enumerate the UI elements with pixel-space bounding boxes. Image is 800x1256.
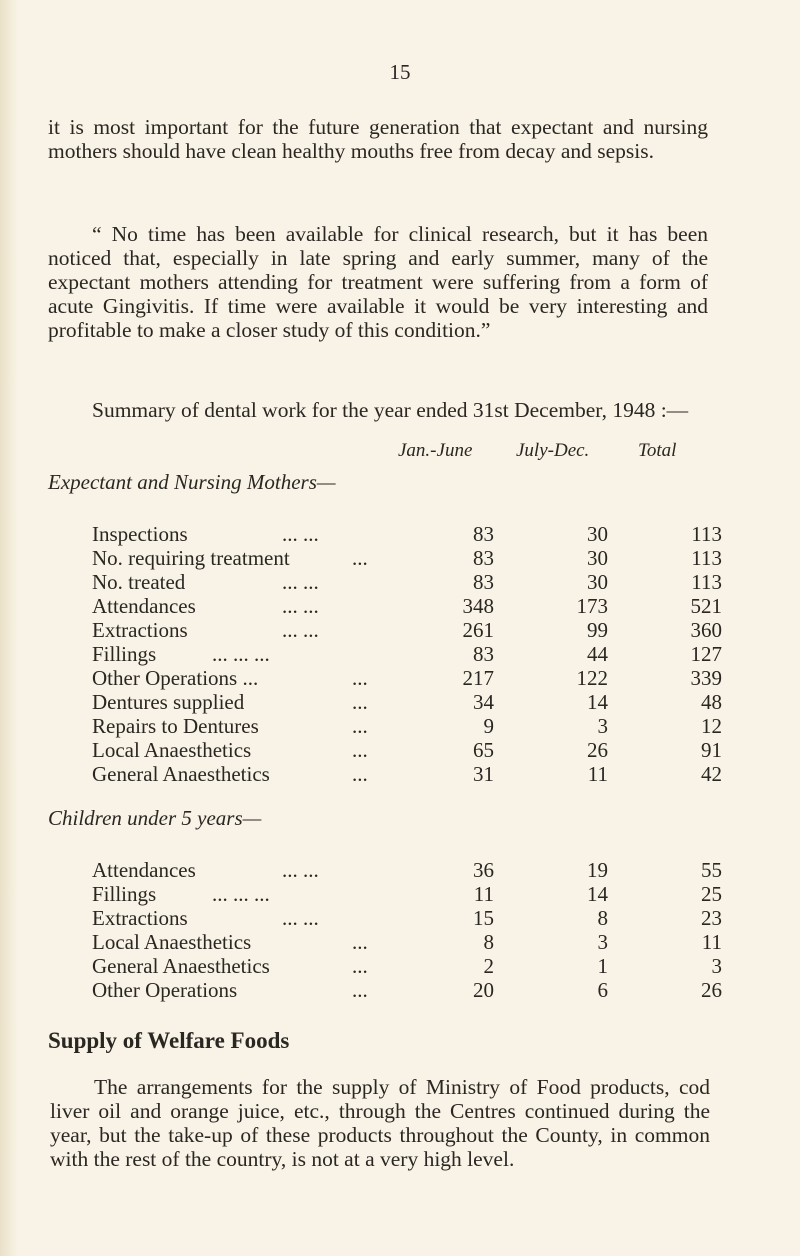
row-label: Repairs to Dentures [92, 714, 259, 738]
leader-dots: ... [352, 954, 368, 978]
row-label: Extractions [92, 906, 188, 930]
table-row [92, 882, 722, 906]
cell-july-dec: 14 [587, 882, 608, 906]
cell-july-dec: 6 [597, 978, 608, 1002]
cell-jan-june: 15 [473, 906, 494, 930]
column-header-july-dec: July-Dec. [516, 440, 590, 461]
cell-jan-june: 217 [462, 666, 494, 690]
cell-total: 48 [701, 690, 722, 714]
cell-total: 360 [690, 618, 722, 642]
table-row [92, 714, 722, 738]
cell-total: 11 [701, 930, 722, 954]
table-row [92, 642, 722, 666]
row-label: Fillings [92, 882, 157, 906]
column-header-jan-june: Jan.-June [398, 440, 473, 461]
leader-dots: ... [352, 690, 368, 714]
table-row [92, 594, 722, 618]
cell-jan-june: 348 [462, 594, 494, 618]
cell-total: 3 [711, 954, 722, 978]
table-row [92, 978, 722, 1002]
cell-july-dec: 19 [587, 858, 608, 882]
table-row [92, 666, 722, 690]
quote-paragraph: “ No time has been available for clinical research, but it has been noticed that, especially in late spring and early summer, many of the expectant mothers attending for treatment were suffering from a form of acute Gingivitis. If time were available it would be very interesting and profitable to make a closer study of this condition.” [48, 222, 708, 342]
cell-total: 521 [690, 594, 722, 618]
cell-july-dec: 3 [597, 714, 608, 738]
table-row [92, 618, 722, 642]
cell-total: 91 [701, 738, 722, 762]
leader-dots: ... [352, 930, 368, 954]
cell-jan-june: 83 [473, 570, 494, 594]
table-row [92, 930, 722, 954]
leader-dots: ... ... [282, 906, 319, 930]
leader-dots: ... ... ... [212, 882, 270, 906]
cell-total: 339 [690, 666, 722, 690]
cell-jan-june: 31 [473, 762, 494, 786]
leader-dots: ... [352, 666, 368, 690]
summary-paragraph: Summary of dental work for the year ended 31st December, 1948 :— [92, 398, 689, 422]
cell-jan-june: 65 [473, 738, 494, 762]
cell-total: 26 [701, 978, 722, 1002]
cell-total: 113 [691, 522, 722, 546]
cell-jan-june: 83 [473, 642, 494, 666]
intro-paragraph: it is most important for the future generation that expectant and nursing mothers should have clean healthy mouths free from decay and sepsis. [48, 115, 708, 163]
row-label: Attendances [92, 594, 196, 618]
row-label: Other Operations ... [92, 666, 259, 690]
cell-jan-june: 9 [483, 714, 494, 738]
cell-jan-june: 20 [473, 978, 494, 1002]
leader-dots: ... ... [282, 522, 319, 546]
cell-total: 25 [701, 882, 722, 906]
section-title-mothers: Expectant and Nursing Mothers— [48, 470, 336, 494]
cell-total: 127 [690, 642, 722, 666]
cell-july-dec: 3 [597, 930, 608, 954]
welfare-paragraph: The arrangements for the supply of Ministry of Food products, cod liver oil and orange juice, etc., through the Centres continued during the year, but the take-up of these products throughout the County, in common with the rest of the country, is not at a very high level. [50, 1075, 710, 1171]
cell-jan-june: 261 [462, 618, 494, 642]
table-row [92, 738, 722, 762]
section-heading-welfare-foods: Supply of Welfare Foods [48, 1028, 290, 1053]
cell-july-dec: 1 [597, 954, 608, 978]
row-label: General Anaesthetics [92, 762, 270, 786]
cell-total: 113 [691, 546, 722, 570]
cell-total: 113 [691, 570, 722, 594]
table-row [92, 906, 722, 930]
cell-jan-june: 2 [483, 954, 494, 978]
table-row [92, 858, 722, 882]
cell-july-dec: 122 [576, 666, 608, 690]
row-label: Extractions [92, 618, 188, 642]
cell-july-dec: 30 [587, 522, 608, 546]
cell-july-dec: 11 [587, 762, 608, 786]
cell-total: 12 [701, 714, 722, 738]
cell-july-dec: 30 [587, 570, 608, 594]
column-header-total: Total [638, 440, 677, 461]
row-label: Inspections [92, 522, 188, 546]
cell-july-dec: 30 [587, 546, 608, 570]
table-row [92, 522, 722, 546]
row-label: Fillings [92, 642, 157, 666]
leader-dots: ... [352, 714, 368, 738]
row-label: General Anaesthetics [92, 954, 270, 978]
cell-jan-june: 11 [473, 882, 494, 906]
cell-jan-june: 8 [483, 930, 494, 954]
leader-dots: ... [352, 546, 368, 570]
leader-dots: ... ... [282, 594, 319, 618]
cell-jan-june: 83 [473, 546, 494, 570]
cell-jan-june: 36 [473, 858, 494, 882]
page-gutter-shadow [0, 0, 18, 1256]
row-label: No. requiring treatment [92, 546, 290, 570]
row-label: No. treated [92, 570, 186, 594]
section-title-children: Children under 5 years— [48, 806, 262, 830]
leader-dots: ... ... [282, 858, 319, 882]
cell-july-dec: 26 [587, 738, 608, 762]
table-row [92, 546, 722, 570]
table-row [92, 690, 722, 714]
leader-dots: ... ... [282, 618, 319, 642]
row-label: Dentures supplied [92, 690, 245, 714]
leader-dots: ... ... [282, 570, 319, 594]
cell-july-dec: 99 [587, 618, 608, 642]
row-label: Local Anaesthetics [92, 930, 252, 954]
leader-dots: ... ... ... [212, 642, 270, 666]
page-number: 15 [389, 60, 411, 84]
leader-dots: ... [352, 978, 368, 1002]
leader-dots: ... [352, 762, 368, 786]
cell-jan-june: 83 [473, 522, 494, 546]
cell-july-dec: 173 [576, 594, 608, 618]
cell-july-dec: 44 [587, 642, 608, 666]
row-label: Local Anaesthetics [92, 738, 252, 762]
leader-dots: ... [352, 738, 368, 762]
cell-total: 42 [701, 762, 722, 786]
cell-total: 55 [701, 858, 722, 882]
row-label: Attendances [92, 858, 196, 882]
cell-total: 23 [701, 906, 722, 930]
cell-july-dec: 8 [597, 906, 608, 930]
table-row [92, 570, 722, 594]
row-label: Other Operations [92, 978, 238, 1002]
table-row [92, 762, 722, 786]
cell-july-dec: 14 [587, 690, 608, 714]
table-row [92, 954, 722, 978]
cell-jan-june: 34 [473, 690, 494, 714]
